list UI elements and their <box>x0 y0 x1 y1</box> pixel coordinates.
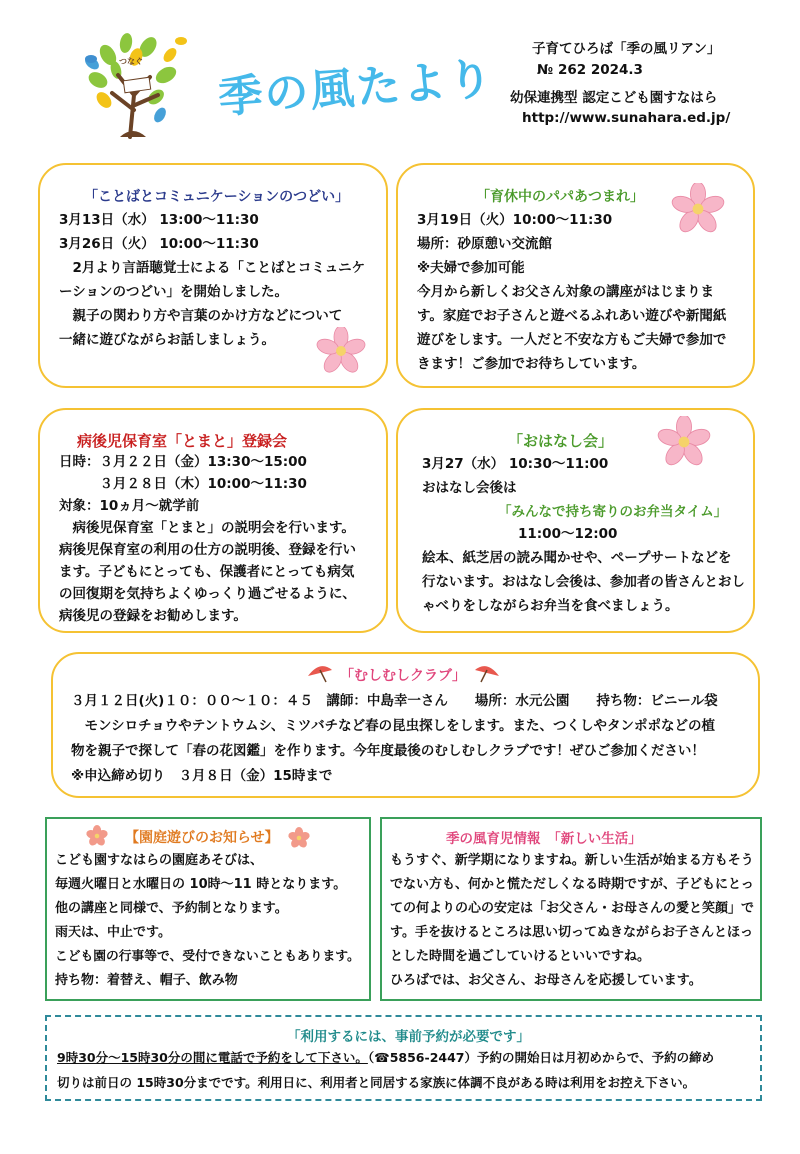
papa-line: きます！ご参加でお待ちしています。 <box>417 356 646 372</box>
papa-line: 遊びをします。一人だと不安な方もご夫婦で参加で <box>417 332 727 348</box>
mushi-line: ３月１２日(火)１０：００～１０：４５ 講師：中島幸一さん 場所：水元公園 持ち物：ビニール袋 <box>71 693 718 709</box>
papa-line: ※夫婦で参加可能 <box>417 260 525 276</box>
kotoba-line: 一緒に遊びながらお話しましょう。 <box>59 332 275 348</box>
info-line: ての何よりの心の安定は「お父さん・お母さんの愛と笑顔」で <box>390 901 755 916</box>
reservation-line-1-rest: （☎5856-2447）予約の開始日は月初めからで、予約の締め <box>367 1050 715 1065</box>
reservation-card <box>45 1015 762 1101</box>
garden-line: 毎週火曜日と水曜日の 10時～11 時となります。 <box>55 877 347 892</box>
ohanashi-line: 行ないます。おはなし会後は、参加者の皆さんとおし <box>422 574 745 590</box>
info-line: もうすぐ、新学期になりますね。新しい生活が始まる方もそう <box>390 853 754 868</box>
kotoba-line: 親子の関わり方や言葉のかけ方などについて <box>59 308 343 324</box>
tomato-line: ３月２８日（木）10:00～11:30 <box>59 476 307 492</box>
garden-card <box>45 817 371 1001</box>
ohanashi-line: ゃべりをしながらお弁当を食べましょう。 <box>422 598 679 614</box>
kotoba-line: ーションのつどい」を開始しました。 <box>59 284 288 300</box>
garden-line: 雨天は、中止です。 <box>55 925 171 940</box>
sakura-flower-icon <box>656 416 712 468</box>
tomato-line: の回復期を気持ちよくゆっくり過ごせるように、 <box>59 586 356 602</box>
ohanashi-title: 「おはなし会」 <box>508 432 614 450</box>
tomato-title: 病後児保育室「とまと」登録会 <box>77 432 288 450</box>
ohanashi-date: 3月27（水） 10:30～11:00 <box>422 456 609 472</box>
reservation-phone-hours: 9時30分～15時30分の間に電話で予約をして下さい。 <box>57 1050 368 1065</box>
garden-title: 【園庭遊びのお知らせ】 <box>125 830 279 846</box>
tomato-line: 病後児保育室「とまと」の説明会を行います。 <box>59 520 355 536</box>
papa-line: 3月19日（火）10:00～11:30 <box>417 212 613 228</box>
papa-line: 今月から新しくお父さん対象の講座がはじまりま <box>417 284 714 300</box>
info-line: ひろばでは、お父さん、お母さんを応援しています。 <box>390 973 702 988</box>
info-line: でない方も、何かと慌ただしくなる時期ですが、子どもにとっ <box>390 877 754 892</box>
umbrella-icon <box>306 662 334 684</box>
ohanashi-subtitle: 「みんなで持ち寄りのお弁当タイム」 <box>498 504 728 520</box>
ohanashi-time: 11:00～12:00 <box>518 526 618 542</box>
kotoba-title: 「ことばとコミュニケーションのつどい」 <box>84 189 350 205</box>
reservation-line-1 <box>57 1048 714 1068</box>
papa-line: す。家庭でお子さんと遊べるふれあい遊びや新聞紙 <box>417 308 727 324</box>
umbrella-icon <box>473 662 501 684</box>
garden-line: 他の講座と同様で、予約制となります。 <box>55 901 288 916</box>
garden-line: 持ち物：着替え、帽子、飲み物 <box>55 973 238 988</box>
mushi-line: 物を親子で探して「春の花図鑑」を作ります。今年度最後のむしむしクラブです！ぜひご参加ください！ <box>71 743 705 759</box>
garden-line: こども園すなはらの園庭あそびは、 <box>55 853 264 868</box>
tomato-line: 対象：10ヵ月～就学前 <box>59 498 200 514</box>
sakura-flower-icon <box>670 183 726 235</box>
mushi-line: モンシロチョウやテントウムシ、ミツバチなど春の昆虫探しをします。また、つくしやタンポポなどの植 <box>71 718 716 734</box>
school-line: 幼保連携型 認定こども園すなはら <box>510 90 718 106</box>
info-line: す。手を抜けるところは思い切ってぬきながらお子さんとほっ <box>390 925 753 940</box>
reservation-line-2: 切りは前日の 15時30分までです。利用日に、利用者と同居する家族に体調不良がある時は利用をお控え下さい。 <box>57 1075 696 1090</box>
kotoba-card <box>38 163 388 388</box>
reservation-title: 「利用するには、事前予約が必要です」 <box>287 1029 530 1045</box>
sakura-flower-icon <box>287 827 311 849</box>
tomato-line: 日時：３月２２日（金）13:30～15:00 <box>59 454 307 470</box>
newsletter-title: 季の風たより <box>216 53 496 124</box>
info-card <box>380 817 762 1001</box>
garden-line: こども園の行事等で、受付できないこともあります。 <box>55 949 360 964</box>
website-url[interactable]: http://www.sunahara.ed.jp/ <box>522 110 731 126</box>
mushi-title: 「むしむしクラブ」 <box>340 668 466 684</box>
ohanashi-after: おはなし会後は <box>422 480 517 496</box>
info-title: 季の風育児情報 「新しい生活」 <box>446 831 642 847</box>
tomato-card <box>38 408 388 633</box>
kotoba-line: 2月より言語聴覚士による「ことばとコミュニケ <box>59 260 366 276</box>
kotoba-line: 3月13日（水） 13:00～11:30 <box>59 212 259 228</box>
mushi-line: ※申込締め切り ３月８日（金）15時まで <box>71 768 333 784</box>
ohanashi-line: 絵本、紙芝居の読み聞かせや、ペープサートなどを <box>422 550 732 566</box>
sakura-flower-icon <box>85 825 109 847</box>
papa-title: 「育休中のパパあつまれ」 <box>476 189 644 205</box>
mushi-card <box>51 652 760 798</box>
tomato-line: ます。子どもにとっても、保護者にとっても病気 <box>59 564 355 580</box>
papa-card <box>396 163 755 388</box>
tree-logo-icon <box>78 25 188 140</box>
tomato-line: 病後児保育室の利用の仕方の説明後、登録を行い <box>59 542 356 558</box>
org-line: 子育てひろば「季の風リアン」 <box>532 41 721 57</box>
sakura-flower-icon <box>315 327 367 375</box>
issue-line: № 262 2024.3 <box>537 62 643 78</box>
kotoba-line: 3月26日（火） 10:00～11:30 <box>59 236 259 252</box>
tomato-line: 病後児の登録をお勧めします。 <box>59 608 247 624</box>
ohanashi-card <box>396 408 755 633</box>
info-line: とした時間を過ごしていけるといいですね。 <box>390 949 651 964</box>
tree-sign-text: つなぐ <box>119 57 143 66</box>
papa-line: 場所：砂原憩い交流館 <box>417 236 552 252</box>
